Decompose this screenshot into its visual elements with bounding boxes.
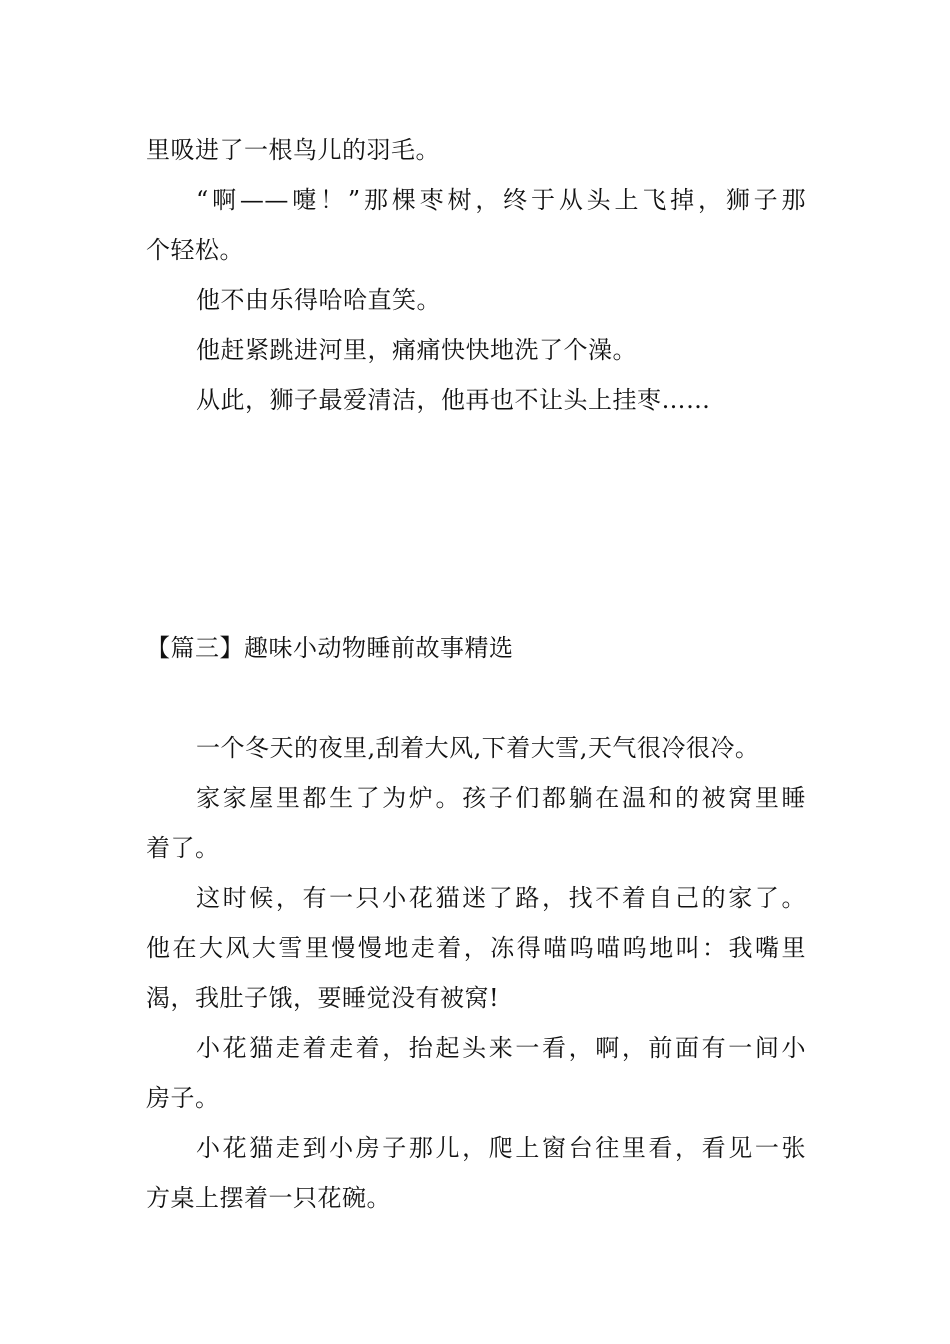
text-line: 房子。 bbox=[146, 1084, 220, 1112]
text-line: 一个冬天的夜里,刮着大风,下着大雪,天气很冷很冷。 bbox=[196, 734, 760, 762]
text-line: 方桌上摆着一只花碗。 bbox=[146, 1184, 391, 1212]
text-line: 着了。 bbox=[146, 834, 220, 862]
text-line: 他在大风大雪里慢慢地走着，冻得喵呜喵呜地叫：我嘴里 bbox=[146, 934, 806, 962]
text-line: 家家屋里都生了为炉。孩子们都躺在温和的被窝里睡 bbox=[196, 784, 806, 812]
text-line: 渴，我肚子饿，要睡觉没有被窝! bbox=[146, 984, 500, 1012]
section-title: 【篇三】趣味小动物睡前故事精选 bbox=[146, 634, 514, 662]
text-line: 这时候，有一只小花猫迷了路，找不着自己的家了。 bbox=[196, 884, 806, 912]
text-line: 他不由乐得哈哈直笑。 bbox=[196, 286, 441, 314]
text-line: 他赶紧跳进河里，痛痛快快地洗了个澡。 bbox=[196, 336, 637, 364]
text-line: “啊——嚏！”那棵枣树，终于从头上飞掉，狮子那 bbox=[196, 186, 806, 214]
text-line: 从此，狮子最爱清洁，他再也不让头上挂枣…… bbox=[196, 386, 711, 414]
text-line: 小花猫走着走着，抬起头来一看，啊，前面有一间小 bbox=[196, 1034, 806, 1062]
text-line: 小花猫走到小房子那儿，爬上窗台往里看，看见一张 bbox=[196, 1134, 806, 1162]
text-line: 个轻松。 bbox=[146, 236, 244, 264]
text-line: 里吸进了一根鸟儿的羽毛。 bbox=[146, 136, 440, 164]
